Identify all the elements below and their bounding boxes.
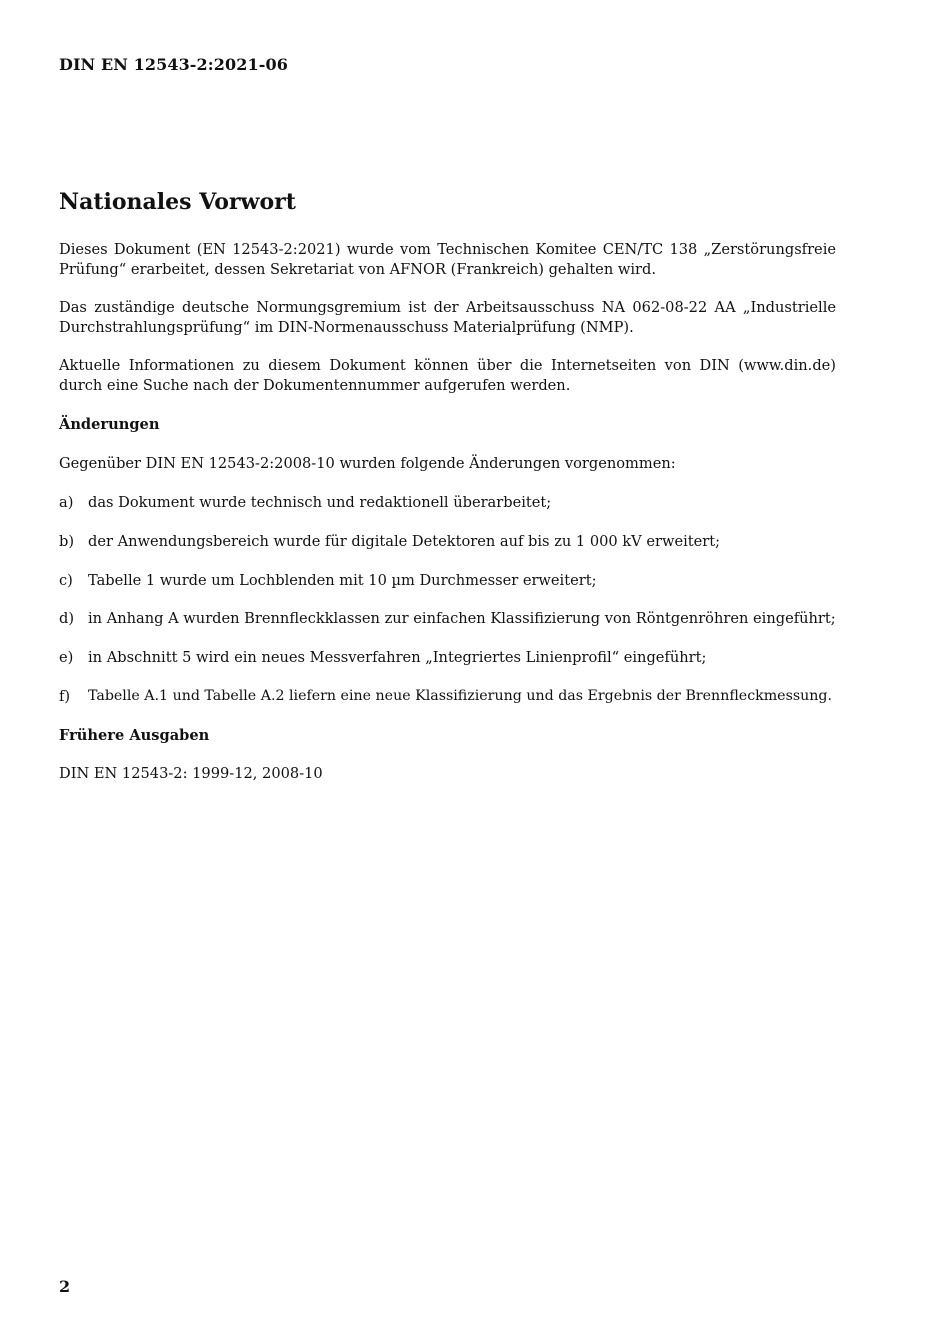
paragraph-committee: Dieses Dokument (EN 12543-2:2021) wurde vom Technischen Komitee CEN/TC 138 „Zerstörungsfreie Prüfung“ erarbeitet, dessen Sekretariat von AFNOR (Frankreich) gehalten wird. — [59, 241, 836, 278]
document-header: DIN EN 12543-2:2021-06 — [59, 55, 288, 74]
page-title: Nationales Vorwort — [59, 189, 296, 215]
list-item-text: das Dokument wurde technisch und redaktionell überarbeitet; — [88, 494, 552, 511]
list-item-text: Tabelle 1 wurde um Lochblenden mit 10 µm Durchmesser erweitert; — [88, 572, 597, 589]
earlier-editions-heading: Frühere Ausgaben — [59, 727, 210, 744]
earlier-editions-text: DIN EN 12543-2: 1999-12, 2008-10 — [59, 765, 323, 782]
list-marker: d) — [59, 610, 75, 627]
changes-intro: Gegenüber DIN EN 12543-2:2008-10 wurden folgende Änderungen vorgenommen: — [59, 455, 676, 472]
list-item-text: in Abschnitt 5 wird ein neues Messverfahren „Integriertes Linienprofil“ eingeführt; — [88, 649, 707, 666]
list-item-text: der Anwendungsbereich wurde für digitale Detektoren auf bis zu 1 000 kV erweitert; — [88, 533, 721, 550]
list-marker: c) — [59, 572, 73, 589]
paragraph-information: Aktuelle Informationen zu diesem Dokument können über die Internetseiten von DIN (www.din.de) durch eine Suche nach der Dokumentennummer aufgerufen werden. — [59, 357, 836, 394]
list-marker: b) — [59, 533, 75, 550]
list-item-text: in Anhang A wurden Brennfleckklassen zur einfachen Klassifizierung von Röntgenröhren eingeführt; — [88, 610, 836, 627]
list-marker: f) — [59, 688, 71, 705]
list-marker: a) — [59, 494, 74, 511]
paragraph-standards-body: Das zuständige deutsche Normungsgremium ist der Arbeitsausschuss NA 062-08-22 AA „Industrielle Durchstrahlungsprüfung“ im DIN-Normenausschuss Materialprüfung (NMP). — [59, 299, 836, 336]
changes-heading: Änderungen — [59, 416, 160, 433]
list-item-text: Tabelle A.1 und Tabelle A.2 liefern eine neue Klassifizierung und das Ergebnis der Brennfleckmessung. — [88, 688, 833, 704]
list-marker: e) — [59, 649, 74, 666]
page-number: 2 — [59, 1277, 71, 1296]
